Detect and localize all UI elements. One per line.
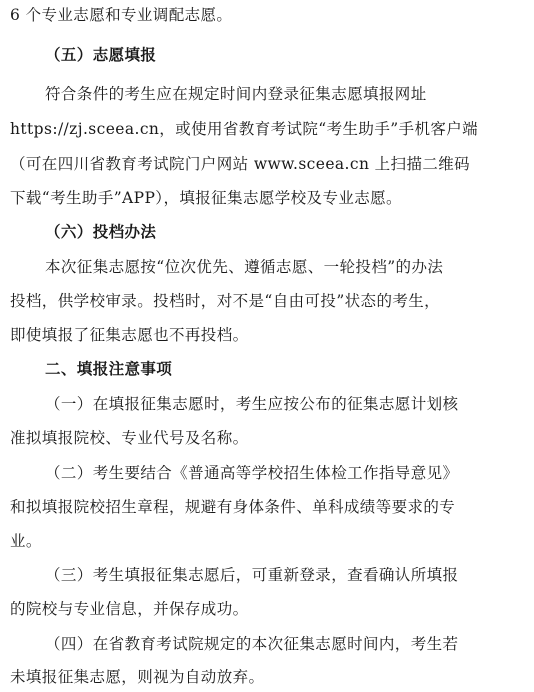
text-line: 投档，供学校审录。投档时，对不是“自由可投”状态的考生， xyxy=(10,292,441,310)
text-line: 准拟填报院校、专业代号及名称。 xyxy=(10,429,249,447)
text-line: （二）考生要结合《普通高等学校招生体检工作指导意见》 xyxy=(45,464,459,482)
text-line: 符合条件的考生应在规定时间内登录征集志愿填报网址 xyxy=(45,85,427,103)
text-line: https://zj.sceea.cn，或使用省教育考试院“考生助手”手机客户端 xyxy=(10,120,479,138)
text-line: 和拟填报院校招生章程，规避有身体条件、单科成绩等要求的专 xyxy=(10,498,456,516)
section-heading-six: （六）投档办法 xyxy=(45,222,157,241)
text-line: 业。 xyxy=(10,532,42,550)
section-heading-five: （五）志愿填报 xyxy=(45,45,157,64)
text-line: 即使填报了征集志愿也不再投档。 xyxy=(10,326,249,344)
text-line: 的院校与专业信息，并保存成功。 xyxy=(10,600,249,618)
text-line: 本次征集志愿按“位次优先、遵循志愿、一轮投档”的办法 xyxy=(45,258,444,276)
text-line: （可在四川省教育考试院门户网站 www.sceea.cn 上扫描二维码 xyxy=(10,155,471,173)
text-line: 下载“考生助手”APP），填报征集志愿学校及专业志愿。 xyxy=(10,189,402,207)
text-line: （三）考生填报征集志愿后，可重新登录，查看确认所填报 xyxy=(45,566,459,584)
text-line: 6 个专业志愿和专业调配志愿。 xyxy=(10,6,233,24)
section-heading-two: 二、填报注意事项 xyxy=(45,359,173,378)
text-line: （四）在省教育考试院规定的本次征集志愿时间内，考生若 xyxy=(45,635,459,653)
text-line: （一）在填报征集志愿时，考生应按公布的征集志愿计划核 xyxy=(45,395,459,413)
text-line: 未填报征集志愿，则视为自动放弃。 xyxy=(10,668,265,686)
